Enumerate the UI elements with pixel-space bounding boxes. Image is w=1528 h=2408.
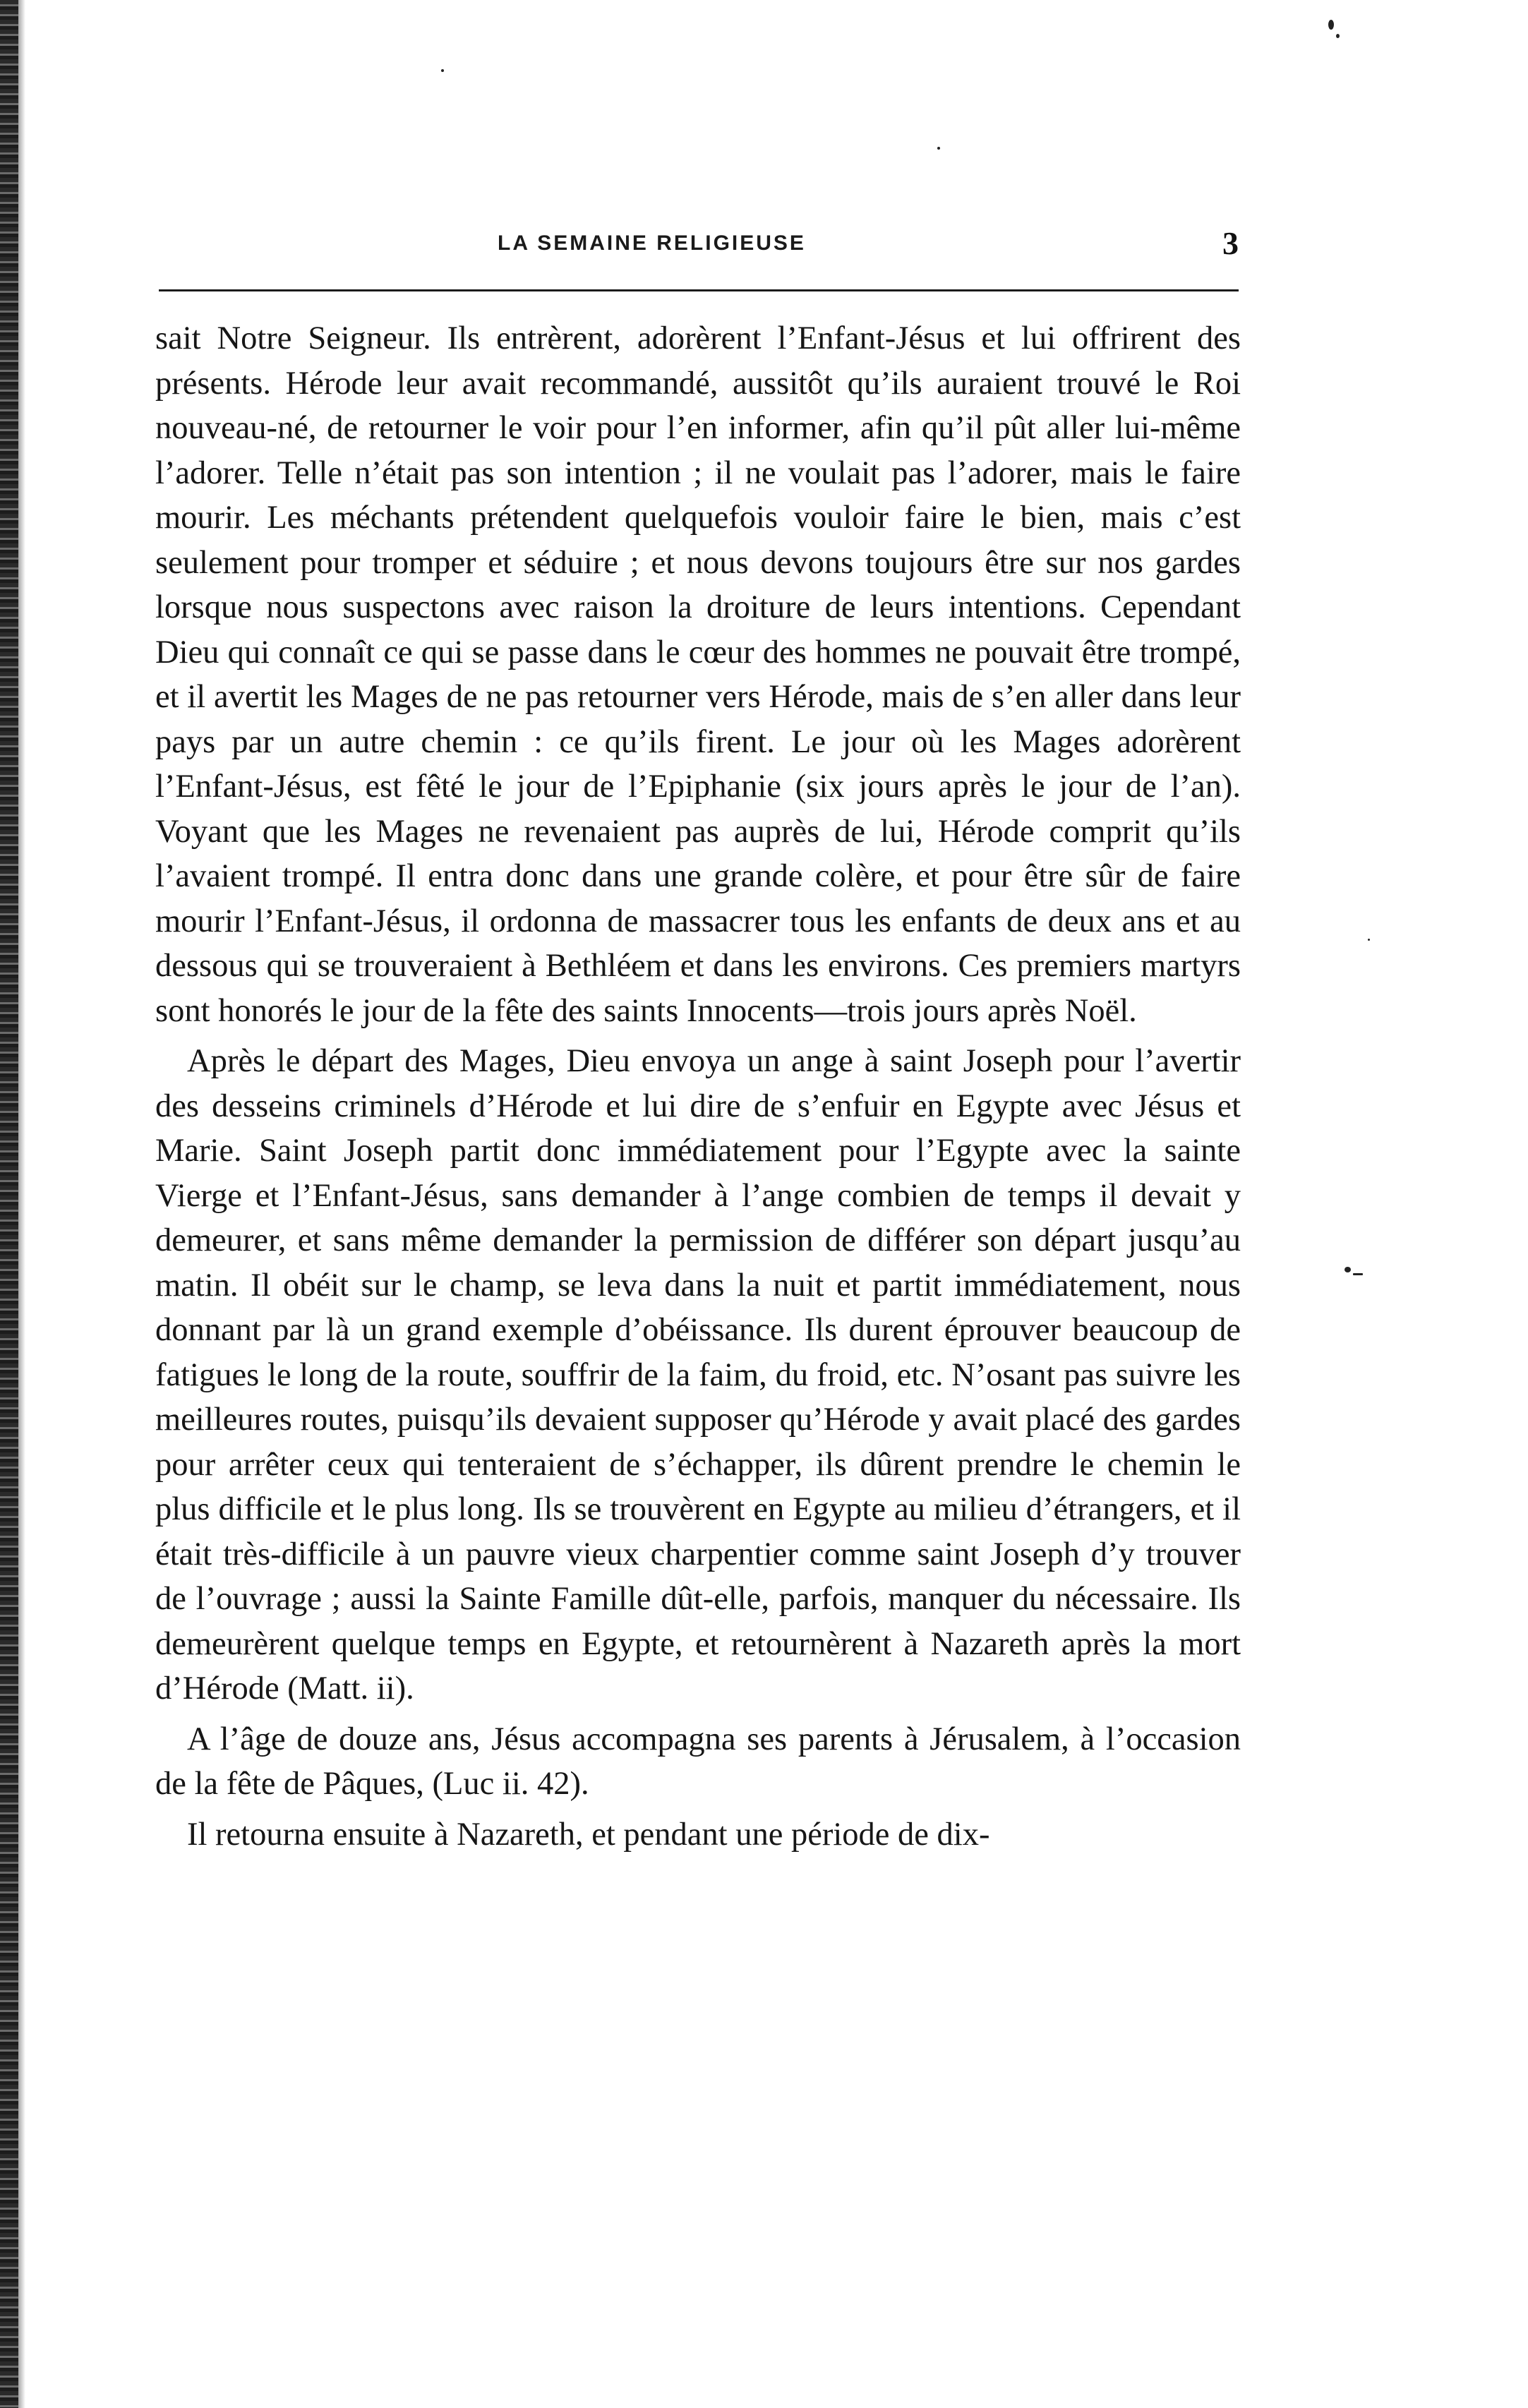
ink-speck: [441, 69, 444, 72]
ink-speck: [1344, 1267, 1351, 1272]
paragraph: A l’âge de douze ans, Jésus accompagna ses parents à Jérusalem, à l’occasion de la fête de Pâques, (Luc ii. 42).: [155, 1721, 1241, 1802]
page-number: 3: [1222, 225, 1239, 261]
binding-shadow: [18, 0, 25, 2408]
ink-speck: [937, 147, 940, 150]
ink-speck: [1353, 1273, 1363, 1275]
ink-speck: [1336, 34, 1340, 38]
binding-edge: [0, 0, 18, 2408]
running-header: [159, 225, 1239, 274]
running-title: LA SEMAINE RELIGIEUSE: [498, 231, 806, 255]
paragraph: Après le départ des Mages, Dieu envoya un ange à saint Joseph pour l’avertir des desseins criminels d’Hérode et lui dire de s’enfuir en Egypte avec Jésus et Marie. Saint Joseph partit donc immédiatement pour l’Egypte avec la sainte Vierge et l’Enfant-Jésus, sans demander à l’ange combien de temps il devait y demeurer, et sans même demander la permission de différer son départ jusqu’au matin. Il obéit sur le champ, se leva dans la nuit et partit immédiatement, nous donnant par là un grand exemple d’obéissance. Ils durent éprouver beaucoup de fatigues le long de la route, souffrir de la faim, du froid, etc. N’osant pas suivre les meilleures routes, puisqu’ils devaient supposer qu’Hérode y avait placé des gardes pour arrêter ceux qui tenteraient de s’échapper, ils dûrent prendre le chemin le plus difficile et le plus long. Ils se trouvèrent en Egypte au milieu d’étrangers, et il était très-difficile à un pauvre vieux charpentier comme saint Joseph d’y trouver de l’ouvrage ; aussi la Sainte Famille dût-elle, parfois, manquer du nécessaire. Ils demeurèrent quelque temps en Egypte, et retournèrent à Nazareth après la mort d’Hérode (Matt. ii).: [155, 1043, 1241, 1706]
paragraph: Il retourna ensuite à Nazareth, et pendant une période de dix-: [187, 1816, 990, 1853]
ink-speck: [1328, 20, 1334, 30]
paragraph: sait Notre Seigneur. Ils entrèrent, adorèrent l’Enfant-Jésus et lui offrirent des présents. Hérode leur avait recommandé, aussitôt qu’ils auraient trouvé le Roi nouveau-né, de retourner le voir pour l’en informer, afin qu’il pût aller lui-même l’adorer. Telle n’était pas son intention ; il ne voulait pas l’adorer, mais le faire mourir. Les méchants prétendent quelquefois vouloir faire le bien, mais c’est seulement pour tromper et séduire ; et nous devons toujours être sur nos gardes lorsque nous suspectons avec raison la droiture de leurs intentions. Cependant Dieu qui connaît ce qui se passe dans le cœur des hommes ne pouvait être trompé, et il avertit les Mages de ne pas retourner vers Hérode, mais de s’en aller dans leur pays par un autre chemin : ce qu’ils firent. Le jour où les Mages adorèrent l’Enfant-Jésus, est fêté le jour de l’Epiphanie (six jours après le jour de l’an). Voyant que les Mages ne revenaient pas auprès de lui, Hérode comprit qu’ils l’avaient trompé. Il entra donc dans une grande colère, et pour être sûr de faire mourir l’Enfant-Jésus, il ordonna de massacrer tous les enfants de deux ans et au dessous qui se trouveraient à Bethléem et dans les environs. Ces premiers martyrs sont honorés le jour de la fête des saints Innocents—trois jours après Noël.: [155, 320, 1241, 1029]
ink-speck: [1368, 939, 1370, 941]
body-text: [155, 316, 1241, 1862]
header-rule: [159, 289, 1239, 291]
